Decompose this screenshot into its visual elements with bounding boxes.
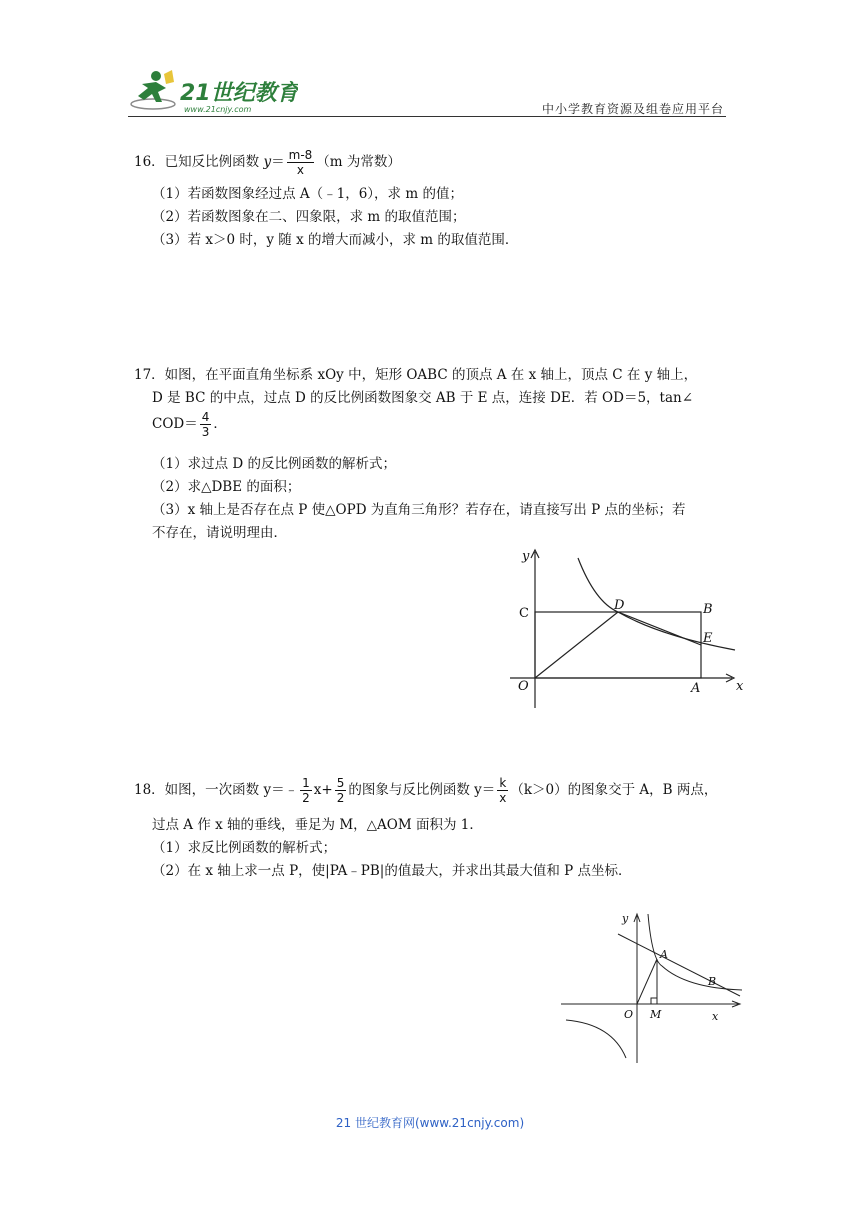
q17-line2: D 是 BC 的中点，过点 D 的反比例函数图象交 AB 于 E 点，连接 DE．若 OD＝5，tan∠ — [152, 390, 694, 406]
label-e: E — [703, 631, 713, 646]
label-c: C — [519, 606, 529, 621]
rectangle-oabc — [535, 612, 701, 678]
q18-part1: （1）求反比例函数的解析式； — [152, 840, 337, 856]
q16-intro: 16．已知反比例函数 y＝ $\frac{m-8}{x}$ （m 为常数） — [134, 148, 401, 177]
label-x: x — [712, 1010, 719, 1023]
logo-runner-icon — [128, 66, 298, 118]
q17-line1: 17．如图，在平面直角坐标系 xOy 中，矩形 OABC 的顶点 A 在 x 轴上，顶点 C 在 y 轴上， — [134, 367, 698, 383]
q17-part3a: （3）x 轴上是否存在点 P 使△OPD 为直角三角形？若存在，请直接写出 P 点的坐标；若 — [152, 502, 686, 518]
label-a: A — [660, 948, 668, 961]
q16-part2: （2）若函数图象在二、四象限，求 m 的取值范围； — [152, 209, 466, 225]
q18-part2: （2）在 x 轴上求一点 P，使|PA﹣PB|的值最大，并求出其最大值和 P 点坐标． — [152, 863, 632, 879]
segment-od — [535, 612, 618, 678]
segment-oa — [637, 959, 657, 1004]
label-o: O — [624, 1008, 634, 1021]
q18-fraction-1: $\frac{1}{2}$ — [302, 776, 310, 805]
footer-source: 21 世纪教育网(www.21cnjy.com) — [335, 1116, 525, 1130]
q16-part3: （3）若 x＞0 时，y 随 x 的增大而减小，求 m 的取值范围． — [152, 232, 519, 248]
hyperbola-branch-left — [566, 1020, 626, 1058]
label-o: O — [518, 679, 529, 694]
header-tagline: 中小学教育资源及组卷应用平台 — [541, 102, 724, 116]
q18-fraction-2: $\frac{5}{2}$ — [336, 776, 345, 805]
label-a: A — [691, 681, 701, 696]
q18-figure — [556, 908, 746, 1068]
q17-line3: COD＝ $\frac{4}{3}$ ． — [152, 410, 227, 439]
q17-part1: （1）求过点 D 的反比例函数的解析式； — [152, 456, 396, 472]
right-angle-mark — [651, 998, 657, 1004]
label-d: D — [614, 598, 625, 613]
label-b: B — [708, 975, 717, 988]
q18-intro: 18．如图，一次函数 y＝﹣ $\frac{1}{2}$ x+ $\frac{5}{2}$ 的图象与反比例函数 y＝ $\frac{k}{x}$ （k＞0）的图象交于 A，B 两点， — [134, 776, 718, 805]
q17-figure — [500, 540, 750, 715]
q17-part2: （2）求△DBE 的面积； — [152, 479, 301, 495]
q17-fraction: $\frac{4}{3}$ — [201, 410, 210, 439]
label-m: M — [650, 1008, 662, 1021]
label-x: x — [736, 679, 744, 694]
q17-part3b: 不存在，请说明理由． — [152, 525, 287, 541]
q18-fraction-3: $\frac{k}{x}$ — [499, 776, 507, 805]
q16-fraction: $\frac{m-8}{x}$ — [288, 148, 313, 177]
label-b: B — [703, 602, 713, 617]
label-y: y — [622, 912, 629, 925]
linear-function-line — [618, 934, 740, 996]
header-divider — [128, 116, 726, 117]
q18-line2: 过点 A 作 x 轴的垂线，垂足为 M，△AOM 面积为 1． — [152, 817, 483, 833]
logo — [128, 66, 298, 118]
svg-text:www.21cnjy.com: www.21cnjy.com — [184, 105, 252, 114]
q16-part1: （1）若函数图象经过点 A（﹣1，6），求 m 的值； — [152, 186, 463, 202]
svg-text:21世纪教育: 21世纪教育 — [180, 81, 298, 106]
label-y: y — [522, 549, 530, 564]
